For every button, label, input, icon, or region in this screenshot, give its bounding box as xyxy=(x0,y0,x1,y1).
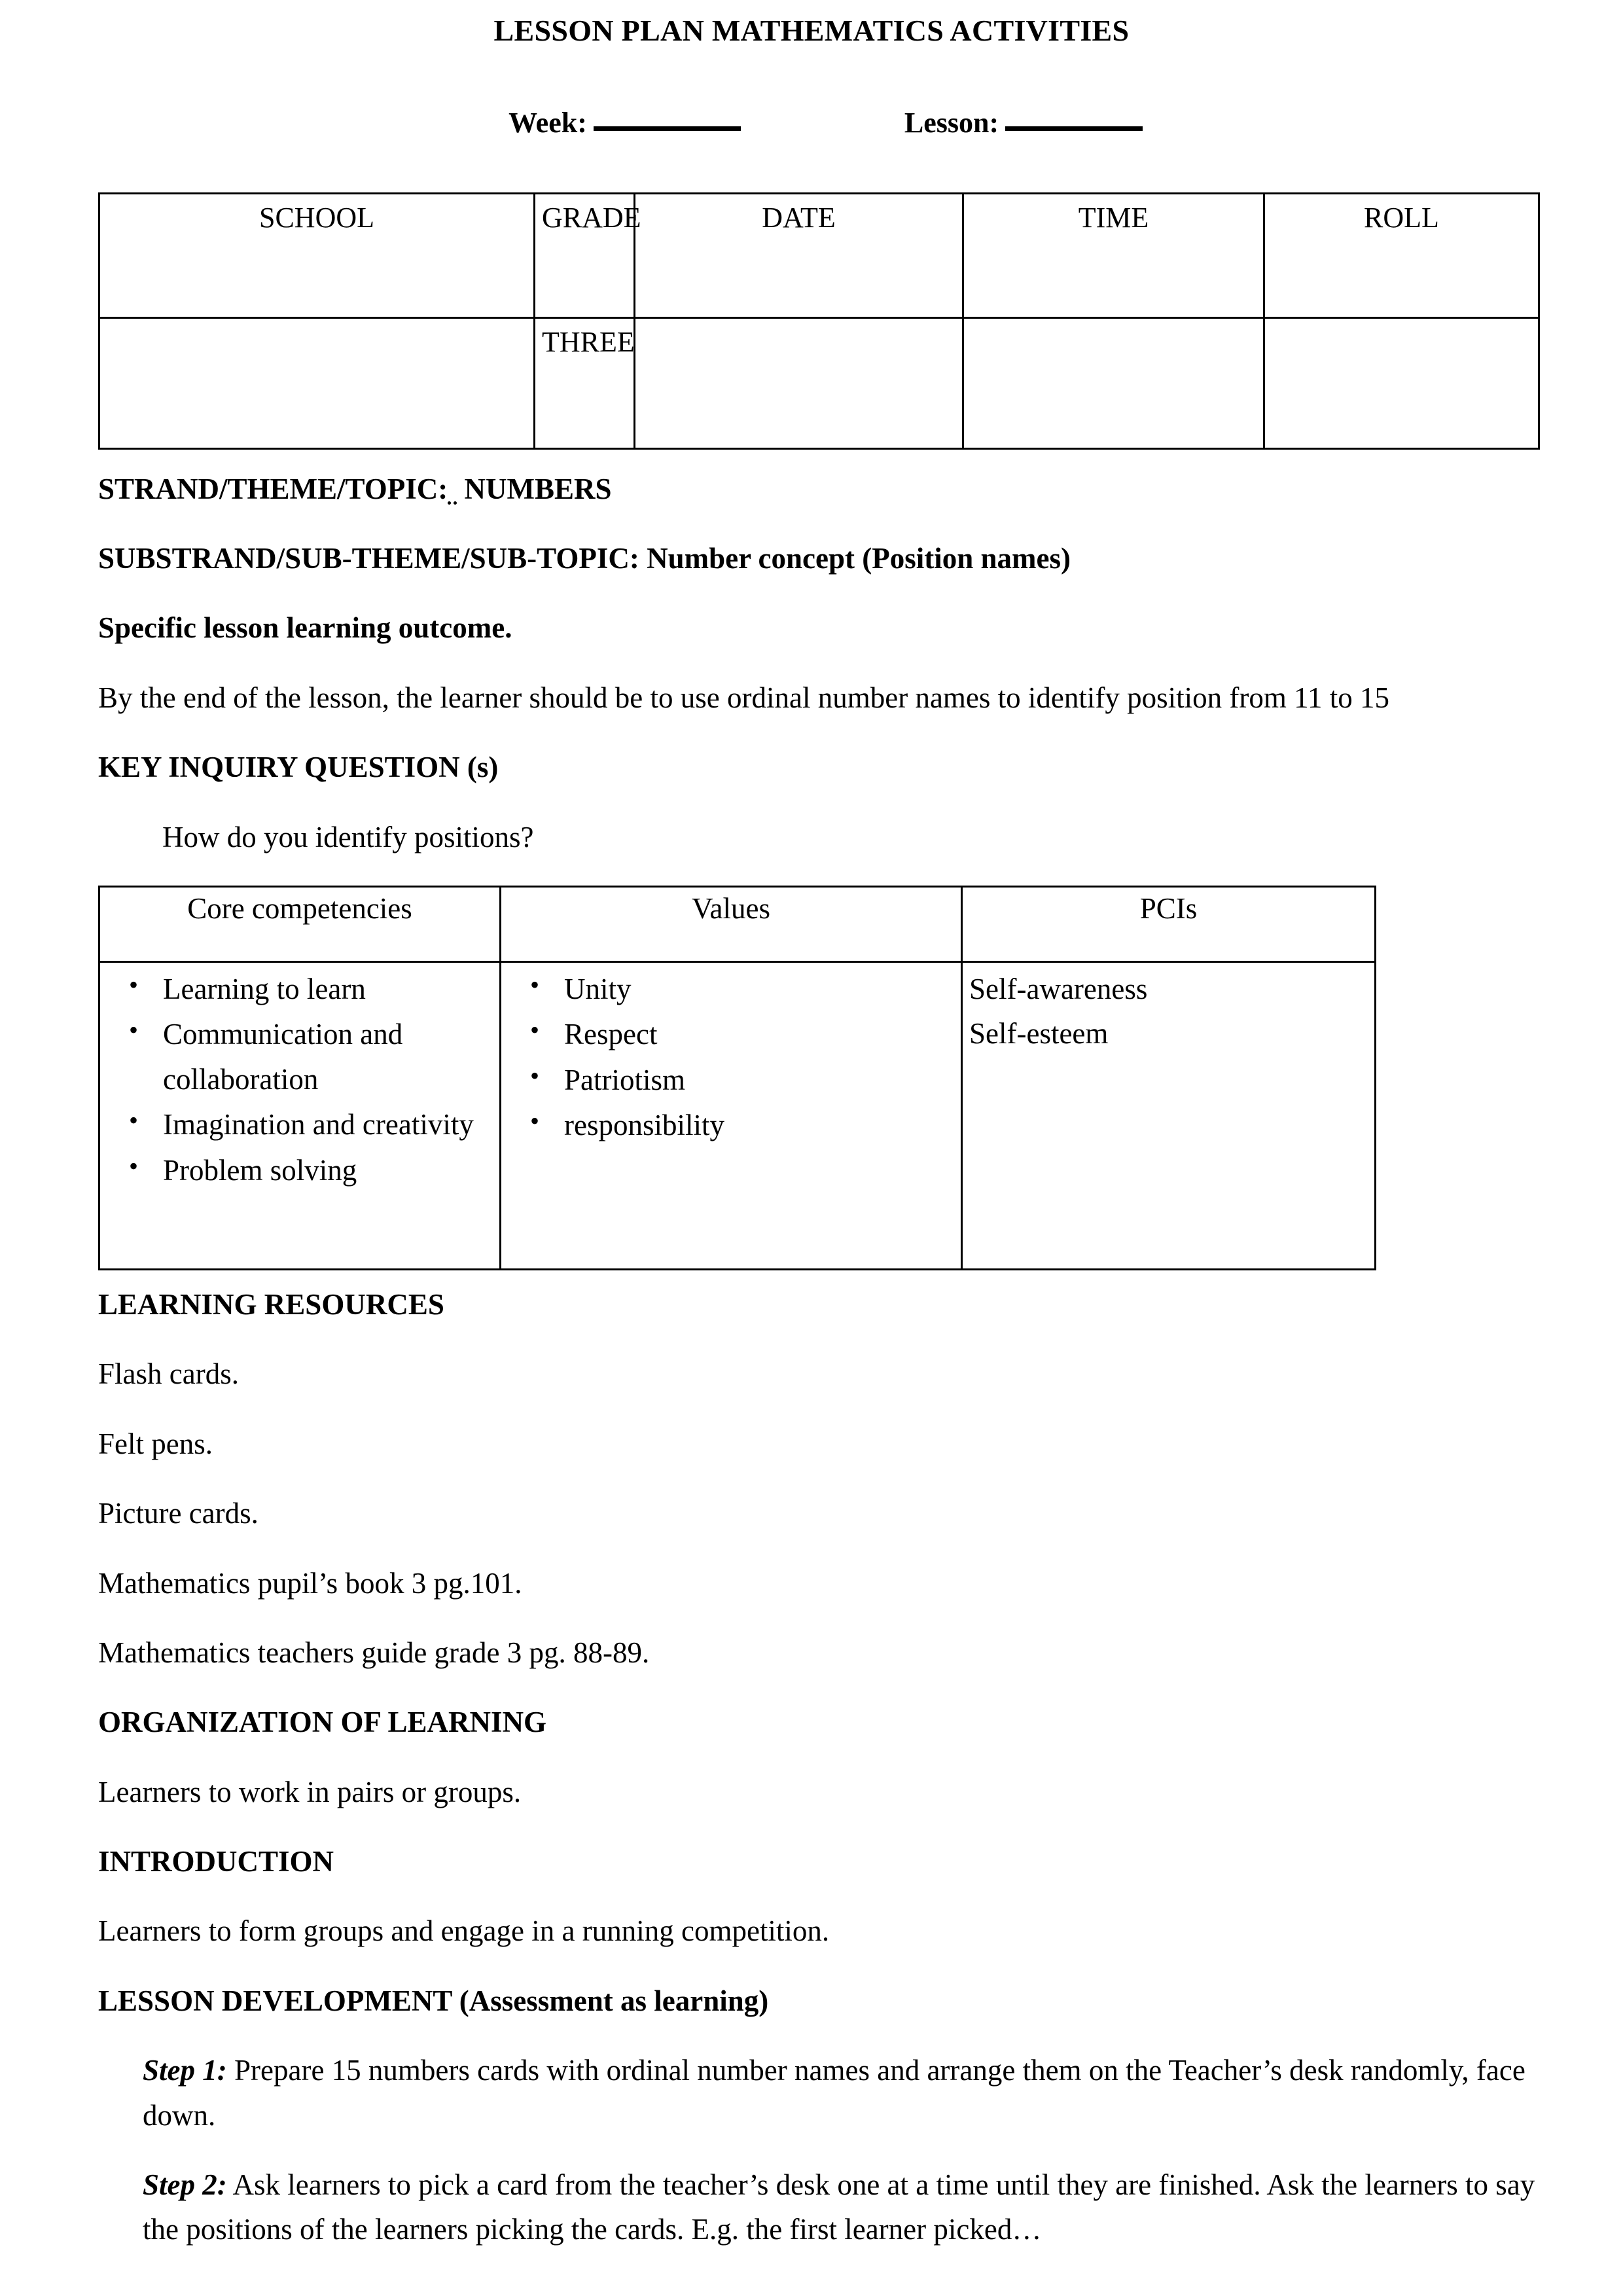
strand-value: NUMBERS xyxy=(464,472,612,505)
learning-resource-item: Flash cards. xyxy=(98,1357,239,1391)
lesson-input-rule[interactable] xyxy=(1005,126,1143,131)
step-2-text: Ask learners to pick a card from the teacher’s desk one at a time until they are finished. Ask the learners to say the positions of the learners picking the cards. E.g. the first learner picked… xyxy=(143,2168,1535,2246)
table-header-row xyxy=(99,193,1539,317)
table-row xyxy=(99,317,1539,448)
list-item: • Learning to learn xyxy=(163,967,493,1011)
cell-grade[interactable]: THREE xyxy=(535,317,635,448)
substrand-label: SUBSTRAND/SUB-THEME/SUB-TOPIC: xyxy=(98,541,639,575)
column-header-roll: ROLL xyxy=(1264,193,1539,317)
table-row xyxy=(99,961,1376,1269)
list-item: • Communication and collaboration xyxy=(163,1012,493,1102)
core-competencies-list xyxy=(107,967,493,1193)
cell-values xyxy=(501,961,962,1269)
key-inquiry-question: How do you identify positions? xyxy=(162,820,534,853)
organization-text: Learners to work in pairs or groups. xyxy=(98,1775,522,1808)
lesson-step-1 xyxy=(143,2048,1551,2138)
competency-values-pci-table xyxy=(98,886,1376,1270)
list-item: • responsibility xyxy=(564,1103,954,1147)
lesson-step-2 xyxy=(143,2162,1551,2252)
substrand-value: Number concept (Position names) xyxy=(647,541,1071,575)
values-list xyxy=(508,967,954,1148)
lesson-development-heading: LESSON DEVELOPMENT (Assessment as learning) xyxy=(98,1984,769,2017)
outcome-text: By the end of the lesson, the learner should be to use ordinal number names to identify position from 11 to 15 xyxy=(98,681,1389,714)
pci-item: Self-awareness xyxy=(969,972,1148,1005)
column-header-grade: GRADE xyxy=(535,193,635,317)
column-header-pcis: PCIs xyxy=(962,886,1376,961)
step-2-label: Step 2: xyxy=(143,2168,227,2202)
page-title: LESSON PLAN MATHEMATICS ACTIVITIES xyxy=(493,14,1130,47)
step-1-label: Step 1: xyxy=(143,2054,227,2087)
outcome-heading: Specific lesson learning outcome. xyxy=(98,611,512,645)
lesson-info-table xyxy=(98,192,1540,450)
learning-resource-item: Felt pens. xyxy=(98,1427,213,1460)
pci-item: Self-esteem xyxy=(969,1017,1109,1050)
week-input-rule[interactable] xyxy=(594,126,741,131)
substrand-line xyxy=(98,536,1538,581)
column-header-time: TIME xyxy=(963,193,1264,317)
list-item: • Patriotism xyxy=(564,1058,954,1102)
cell-pcis xyxy=(962,961,1376,1269)
learning-resource-item: Mathematics pupil’s book 3 pg.101. xyxy=(98,1566,522,1600)
list-item: • Unity xyxy=(564,967,954,1011)
cell-time[interactable] xyxy=(963,317,1264,448)
table-header-row xyxy=(99,886,1376,961)
learning-resource-item: Mathematics teachers guide grade 3 pg. 88-89. xyxy=(98,1636,650,1669)
introduction-heading: INTRODUCTION xyxy=(98,1845,334,1878)
column-header-date: DATE xyxy=(635,193,963,317)
cell-date[interactable] xyxy=(635,317,963,448)
cell-roll[interactable] xyxy=(1264,317,1539,448)
introduction-text: Learners to form groups and engage in a running competition. xyxy=(98,1914,830,1948)
column-header-values: Values xyxy=(501,886,962,961)
week-lesson-row xyxy=(0,73,1623,173)
cell-core-competencies xyxy=(99,961,501,1269)
learning-resource-item: Picture cards. xyxy=(98,1497,259,1530)
week-label: Week: xyxy=(508,106,587,139)
strand-label: STRAND/THEME/TOPIC: xyxy=(98,472,448,505)
list-item: • Imagination and creativity xyxy=(163,1102,493,1147)
column-header-core-competencies: Core competencies xyxy=(99,886,501,961)
lesson-label: Lesson: xyxy=(904,106,999,139)
strand-line xyxy=(98,467,1538,511)
step-1-text: Prepare 15 numbers cards with ordinal number names and arrange them on the Teacher’s desk randomly, face down. xyxy=(143,2054,1525,2132)
learning-resources-heading: LEARNING RESOURCES xyxy=(98,1287,444,1321)
cell-school[interactable] xyxy=(99,317,535,448)
column-header-school: SCHOOL xyxy=(99,193,535,317)
list-item: • Respect xyxy=(564,1012,954,1056)
key-inquiry-heading: KEY INQUIRY QUESTION (s) xyxy=(98,751,499,784)
list-item: • Problem solving xyxy=(163,1148,493,1193)
organization-heading: ORGANIZATION OF LEARNING xyxy=(98,1706,547,1739)
